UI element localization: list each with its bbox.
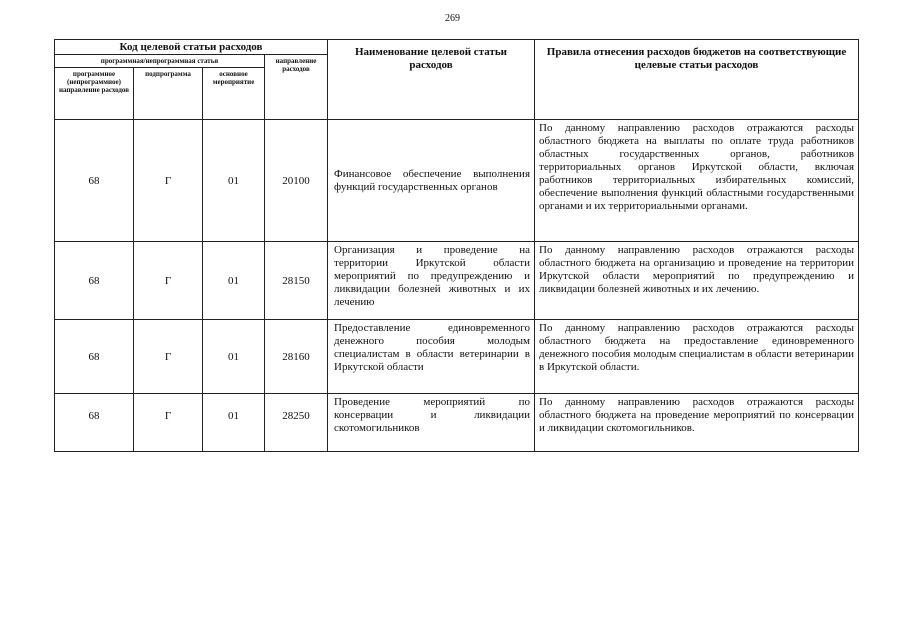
header-direction-column: направление расходов (265, 55, 328, 120)
header-name-column: Наименование целевой статьи расходов (328, 40, 535, 120)
program-code-cell: 68 (55, 242, 134, 320)
target-article-name-cell: Финансовое обеспечение выполнения функций государственных органов (328, 120, 535, 242)
main-event-code-cell: 01 (203, 120, 265, 242)
main-event-code-cell: 01 (203, 242, 265, 320)
table-row (55, 242, 859, 320)
header-rules-column: Правила отнесения расходов бюджетов на соответствующие целевые статьи расходов (535, 40, 859, 120)
direction-code-cell: 28150 (265, 242, 328, 320)
table-row (55, 120, 859, 242)
allocation-rule-cell: По данному направлению расходов отражаются расходы областного бюджета на проведение мероприятий по консервации и ликвидации скотомогильников. (535, 394, 859, 452)
main-event-code-cell: 01 (203, 394, 265, 452)
header-program-group: программная/непрограммная статья (55, 55, 265, 68)
allocation-rule-cell: По данному направлению расходов отражаются расходы областного бюджета на предоставление единовременного денежного пособия молодым специалистам в области ветеринарии в Иркутской области. (535, 320, 859, 394)
direction-code-cell: 28160 (265, 320, 328, 394)
subprogram-code-cell: Г (134, 320, 203, 394)
header-main-event-column: основное мероприятие (203, 68, 265, 120)
header-subprogram-column: подпрограмма (134, 68, 203, 120)
subprogram-code-cell: Г (134, 242, 203, 320)
program-code-cell: 68 (55, 120, 134, 242)
main-event-code-cell: 01 (203, 320, 265, 394)
direction-code-cell: 20100 (265, 120, 328, 242)
target-article-name-cell: Предоставление единовременного денежного пособия молодым специалистам в области ветеринарии в Иркутской области (328, 320, 535, 394)
allocation-rule-cell: По данному направлению расходов отражаются расходы областного бюджета на организацию и проведение на территории Иркутской области мероприятий по предупреждению и ликвидации болезней животных и их лечению. (535, 242, 859, 320)
program-code-cell: 68 (55, 320, 134, 394)
page-number: 269 (445, 13, 460, 24)
direction-code-cell: 28250 (265, 394, 328, 452)
target-article-name-cell: Проведение мероприятий по консервации и ликвидации скотомогильников (328, 394, 535, 452)
allocation-rule-cell: По данному направлению расходов отражаются расходы областного бюджета на выплаты по оплате труда работников областных государственных органов, работников территориальных органов Иркутской области, включая работников территориальных избирательных комиссий, обеспечение выполнения функций областными государственными органами и их территориальными органами. (535, 120, 859, 242)
budget-classification-table (54, 39, 859, 452)
header-code-group: Код целевой статьи расходов (55, 40, 328, 55)
table-row (55, 394, 859, 452)
header-program-column: программное (непрограммное) направление расходов (55, 68, 134, 120)
subprogram-code-cell: Г (134, 120, 203, 242)
program-code-cell: 68 (55, 394, 134, 452)
table-row (55, 320, 859, 394)
subprogram-code-cell: Г (134, 394, 203, 452)
target-article-name-cell: Организация и проведение на территории Иркутской области мероприятий по предупреждению и ликвидации болезней животных и их лечению (328, 242, 535, 320)
